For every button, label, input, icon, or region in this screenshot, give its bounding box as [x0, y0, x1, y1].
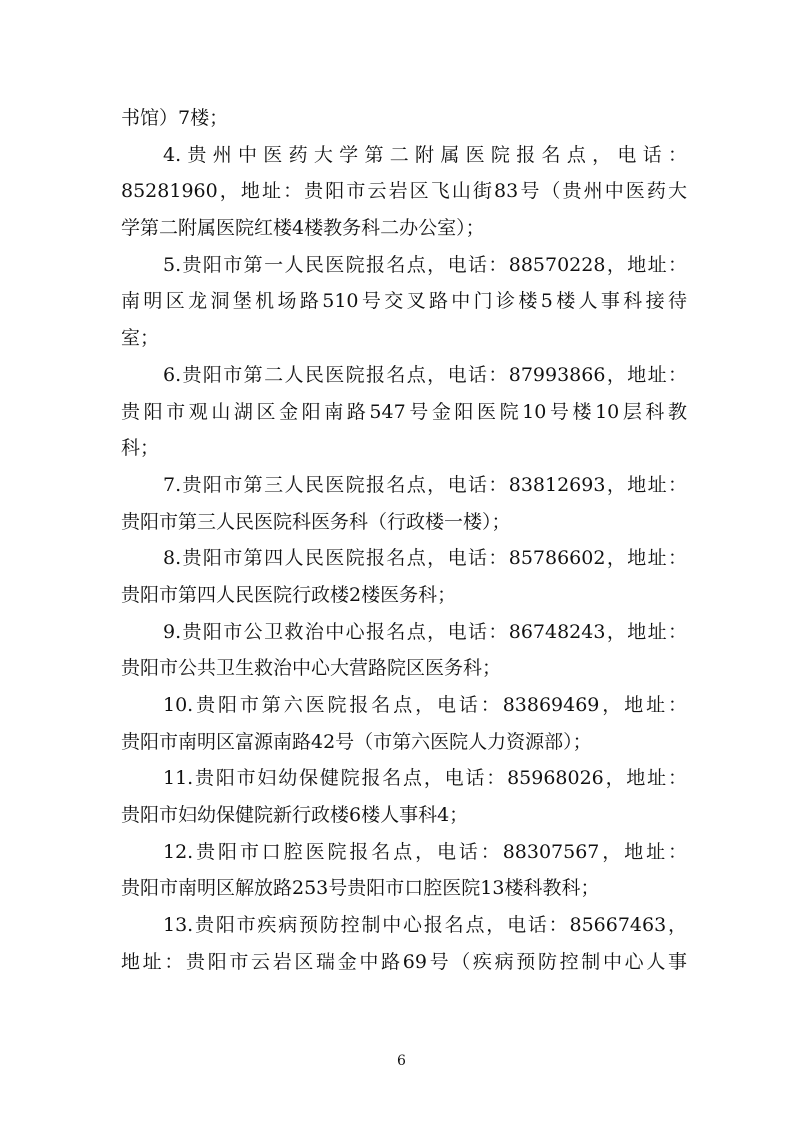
text-line: 85281960，地址：贵阳市云岩区飞山街83号（贵州中医药大 — [121, 180, 687, 203]
text-line: 室； — [121, 327, 160, 350]
text-line: 贵阳市第四人民医院行政楼2楼医务科； — [121, 583, 457, 606]
text-line: 南明区龙洞堡机场路510号交叉路中门诊楼5楼人事科接待 — [121, 290, 687, 313]
text-line: 贵阳市第三人民医院科医务科（行政楼一楼）； — [121, 510, 511, 533]
list-item-10-line: 10.贵阳市第六医院报名点，电话：83869469，地址： — [163, 694, 687, 716]
text-line: 贵阳市南明区解放路253号贵阳市口腔医院13楼科教科； — [121, 877, 600, 900]
text-line: 贵阳市妇幼保健院新行政楼6楼人事科4； — [121, 804, 469, 827]
list-item-11-line: 11.贵阳市妇幼保健院报名点，电话：85968026，地址： — [163, 767, 687, 790]
list-item-6-line: 6.贵阳市第二人民医院报名点，电话：87993866，地址： — [163, 363, 687, 386]
text-line: 地址：贵阳市云岩区瑞金中路69号（疾病预防控制中心人事 — [121, 950, 687, 973]
list-item-4-line: 4.贵州中医药大学第二附属医院报名点，电话： — [163, 143, 687, 166]
list-item-8-line: 8.贵阳市第四人民医院报名点，电话：85786602，地址： — [163, 547, 687, 570]
text-line: 学第二附属医院红楼4楼教务科二办公室）； — [121, 217, 485, 240]
text-line: 贵阳市公共卫生救治中心大营路院区医务科； — [121, 657, 502, 680]
list-item-12-line: 12.贵阳市口腔医院报名点，电话：88307567，地址： — [163, 840, 687, 863]
page-number: 6 — [397, 1053, 406, 1069]
list-item-13-line: 13.贵阳市疾病预防控制中心报名点，电话：85667463， — [163, 914, 687, 937]
text-line: 贵阳市南明区富源南路42号（市第六医院人力资源部）； — [121, 730, 592, 753]
body-text — [121, 100, 687, 981]
text-line: 贵阳市观山湖区金阳南路547号金阳医院10号楼10层科教 — [121, 400, 687, 423]
list-item-7-line: 7.贵阳市第三人民医院报名点，电话：83812693，地址： — [163, 473, 687, 496]
text-line: 书馆）7楼； — [121, 107, 229, 129]
text-line: 科； — [121, 437, 160, 460]
list-item-9-line: 9.贵阳市公卫救治中心报名点，电话：86748243，地址： — [163, 620, 687, 643]
list-item-5-line: 5.贵阳市第一人民医院报名点，电话：88570228，地址： — [163, 253, 687, 276]
